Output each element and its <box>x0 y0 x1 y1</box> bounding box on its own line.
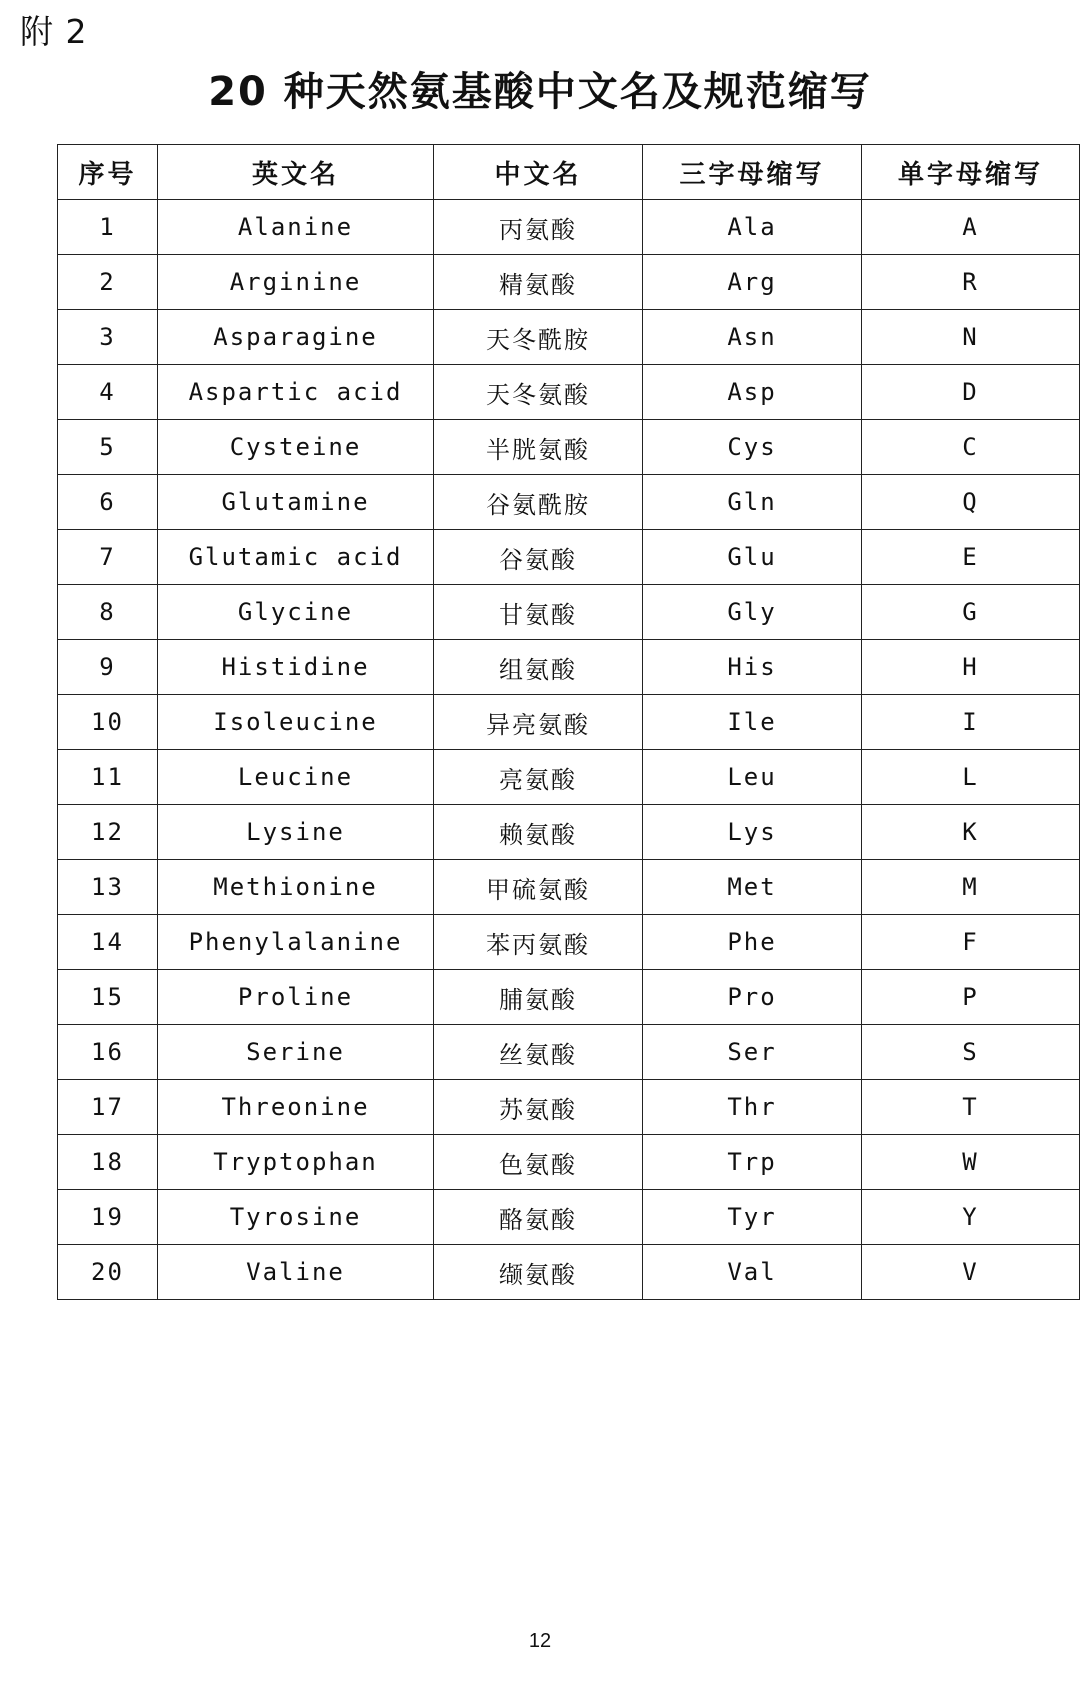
cell-english-name: Glutamic acid <box>158 530 434 585</box>
cell-num: 2 <box>58 255 158 310</box>
cell-chinese-name: 苯丙氨酸 <box>434 915 643 970</box>
table-row <box>58 805 1080 860</box>
cell-one-letter: Y <box>862 1190 1080 1245</box>
cell-num: 4 <box>58 365 158 420</box>
cell-three-letter: Thr <box>643 1080 862 1135</box>
cell-english-name: Histidine <box>158 640 434 695</box>
table-row <box>58 640 1080 695</box>
cell-english-name: Leucine <box>158 750 434 805</box>
cell-english-name: Isoleucine <box>158 695 434 750</box>
cell-num: 1 <box>58 200 158 255</box>
cell-three-letter: Ile <box>643 695 862 750</box>
cell-english-name: Aspartic acid <box>158 365 434 420</box>
cell-chinese-name: 异亮氨酸 <box>434 695 643 750</box>
cell-num: 9 <box>58 640 158 695</box>
cell-chinese-name: 赖氨酸 <box>434 805 643 860</box>
cell-three-letter: Tyr <box>643 1190 862 1245</box>
cell-three-letter: Lys <box>643 805 862 860</box>
cell-one-letter: K <box>862 805 1080 860</box>
cell-chinese-name: 缬氨酸 <box>434 1245 643 1300</box>
cell-one-letter: C <box>862 420 1080 475</box>
table-header-row <box>58 145 1080 200</box>
cell-one-letter: N <box>862 310 1080 365</box>
cell-three-letter: Met <box>643 860 862 915</box>
table-row <box>58 860 1080 915</box>
header-chinese-name: 中文名 <box>434 145 643 200</box>
table-row <box>58 915 1080 970</box>
cell-chinese-name: 色氨酸 <box>434 1135 643 1190</box>
cell-num: 20 <box>58 1245 158 1300</box>
cell-num: 5 <box>58 420 158 475</box>
cell-three-letter: Gln <box>643 475 862 530</box>
cell-chinese-name: 天冬酰胺 <box>434 310 643 365</box>
cell-chinese-name: 天冬氨酸 <box>434 365 643 420</box>
cell-chinese-name: 脯氨酸 <box>434 970 643 1025</box>
cell-three-letter: Ala <box>643 200 862 255</box>
cell-one-letter: R <box>862 255 1080 310</box>
cell-one-letter: M <box>862 860 1080 915</box>
cell-three-letter: Gly <box>643 585 862 640</box>
cell-num: 11 <box>58 750 158 805</box>
cell-three-letter: His <box>643 640 862 695</box>
cell-three-letter: Phe <box>643 915 862 970</box>
cell-chinese-name: 组氨酸 <box>434 640 643 695</box>
header-english-name: 英文名 <box>158 145 434 200</box>
cell-one-letter: S <box>862 1025 1080 1080</box>
cell-one-letter: F <box>862 915 1080 970</box>
cell-three-letter: Asn <box>643 310 862 365</box>
table-row <box>58 1190 1080 1245</box>
cell-one-letter: T <box>862 1080 1080 1135</box>
cell-three-letter: Glu <box>643 530 862 585</box>
cell-num: 6 <box>58 475 158 530</box>
cell-chinese-name: 酪氨酸 <box>434 1190 643 1245</box>
table-row <box>58 695 1080 750</box>
table-row <box>58 255 1080 310</box>
table-row <box>58 475 1080 530</box>
header-three-letter: 三字母缩写 <box>643 145 862 200</box>
cell-one-letter: G <box>862 585 1080 640</box>
cell-chinese-name: 丙氨酸 <box>434 200 643 255</box>
cell-english-name: Serine <box>158 1025 434 1080</box>
header-num: 序号 <box>58 145 158 200</box>
cell-english-name: Tyrosine <box>158 1190 434 1245</box>
cell-english-name: Tryptophan <box>158 1135 434 1190</box>
cell-chinese-name: 谷氨酸 <box>434 530 643 585</box>
cell-one-letter: I <box>862 695 1080 750</box>
table-body <box>58 200 1080 1300</box>
cell-three-letter: Leu <box>643 750 862 805</box>
table-row <box>58 585 1080 640</box>
cell-num: 19 <box>58 1190 158 1245</box>
cell-one-letter: Q <box>862 475 1080 530</box>
cell-three-letter: Pro <box>643 970 862 1025</box>
table-row <box>58 310 1080 365</box>
cell-num: 14 <box>58 915 158 970</box>
cell-num: 13 <box>58 860 158 915</box>
cell-english-name: Methionine <box>158 860 434 915</box>
appendix-label: 附 2 <box>20 12 88 51</box>
cell-chinese-name: 丝氨酸 <box>434 1025 643 1080</box>
cell-english-name: Lysine <box>158 805 434 860</box>
cell-english-name: Threonine <box>158 1080 434 1135</box>
cell-english-name: Cysteine <box>158 420 434 475</box>
cell-english-name: Glutamine <box>158 475 434 530</box>
cell-num: 17 <box>58 1080 158 1135</box>
cell-num: 10 <box>58 695 158 750</box>
cell-num: 8 <box>58 585 158 640</box>
cell-chinese-name: 甲硫氨酸 <box>434 860 643 915</box>
cell-english-name: Proline <box>158 970 434 1025</box>
cell-chinese-name: 半胱氨酸 <box>434 420 643 475</box>
cell-chinese-name: 亮氨酸 <box>434 750 643 805</box>
cell-three-letter: Val <box>643 1245 862 1300</box>
cell-english-name: Glycine <box>158 585 434 640</box>
table-row <box>58 1135 1080 1190</box>
table-row <box>58 420 1080 475</box>
table-row <box>58 1080 1080 1135</box>
table-row <box>58 1025 1080 1080</box>
amino-acid-table <box>57 144 1080 1300</box>
table-row <box>58 365 1080 420</box>
page-number: 12 <box>528 1630 552 1652</box>
cell-english-name: Arginine <box>158 255 434 310</box>
cell-english-name: Alanine <box>158 200 434 255</box>
cell-three-letter: Asp <box>643 365 862 420</box>
cell-num: 7 <box>58 530 158 585</box>
cell-three-letter: Trp <box>643 1135 862 1190</box>
cell-three-letter: Cys <box>643 420 862 475</box>
cell-three-letter: Arg <box>643 255 862 310</box>
table-row <box>58 970 1080 1025</box>
cell-english-name: Phenylalanine <box>158 915 434 970</box>
cell-chinese-name: 精氨酸 <box>434 255 643 310</box>
cell-one-letter: D <box>862 365 1080 420</box>
cell-one-letter: V <box>862 1245 1080 1300</box>
cell-one-letter: H <box>862 640 1080 695</box>
cell-english-name: Valine <box>158 1245 434 1300</box>
cell-chinese-name: 谷氨酰胺 <box>434 475 643 530</box>
document-title: 20 种天然氨基酸中文名及规范缩写 <box>208 69 872 115</box>
cell-one-letter: P <box>862 970 1080 1025</box>
cell-one-letter: A <box>862 200 1080 255</box>
cell-num: 16 <box>58 1025 158 1080</box>
header-one-letter: 单字母缩写 <box>862 145 1080 200</box>
table-row <box>58 200 1080 255</box>
cell-one-letter: E <box>862 530 1080 585</box>
table-row <box>58 1245 1080 1300</box>
cell-english-name: Asparagine <box>158 310 434 365</box>
cell-num: 3 <box>58 310 158 365</box>
cell-chinese-name: 苏氨酸 <box>434 1080 643 1135</box>
table-row <box>58 530 1080 585</box>
cell-three-letter: Ser <box>643 1025 862 1080</box>
cell-num: 18 <box>58 1135 158 1190</box>
cell-chinese-name: 甘氨酸 <box>434 585 643 640</box>
cell-num: 15 <box>58 970 158 1025</box>
cell-num: 12 <box>58 805 158 860</box>
cell-one-letter: L <box>862 750 1080 805</box>
cell-one-letter: W <box>862 1135 1080 1190</box>
table-row <box>58 750 1080 805</box>
